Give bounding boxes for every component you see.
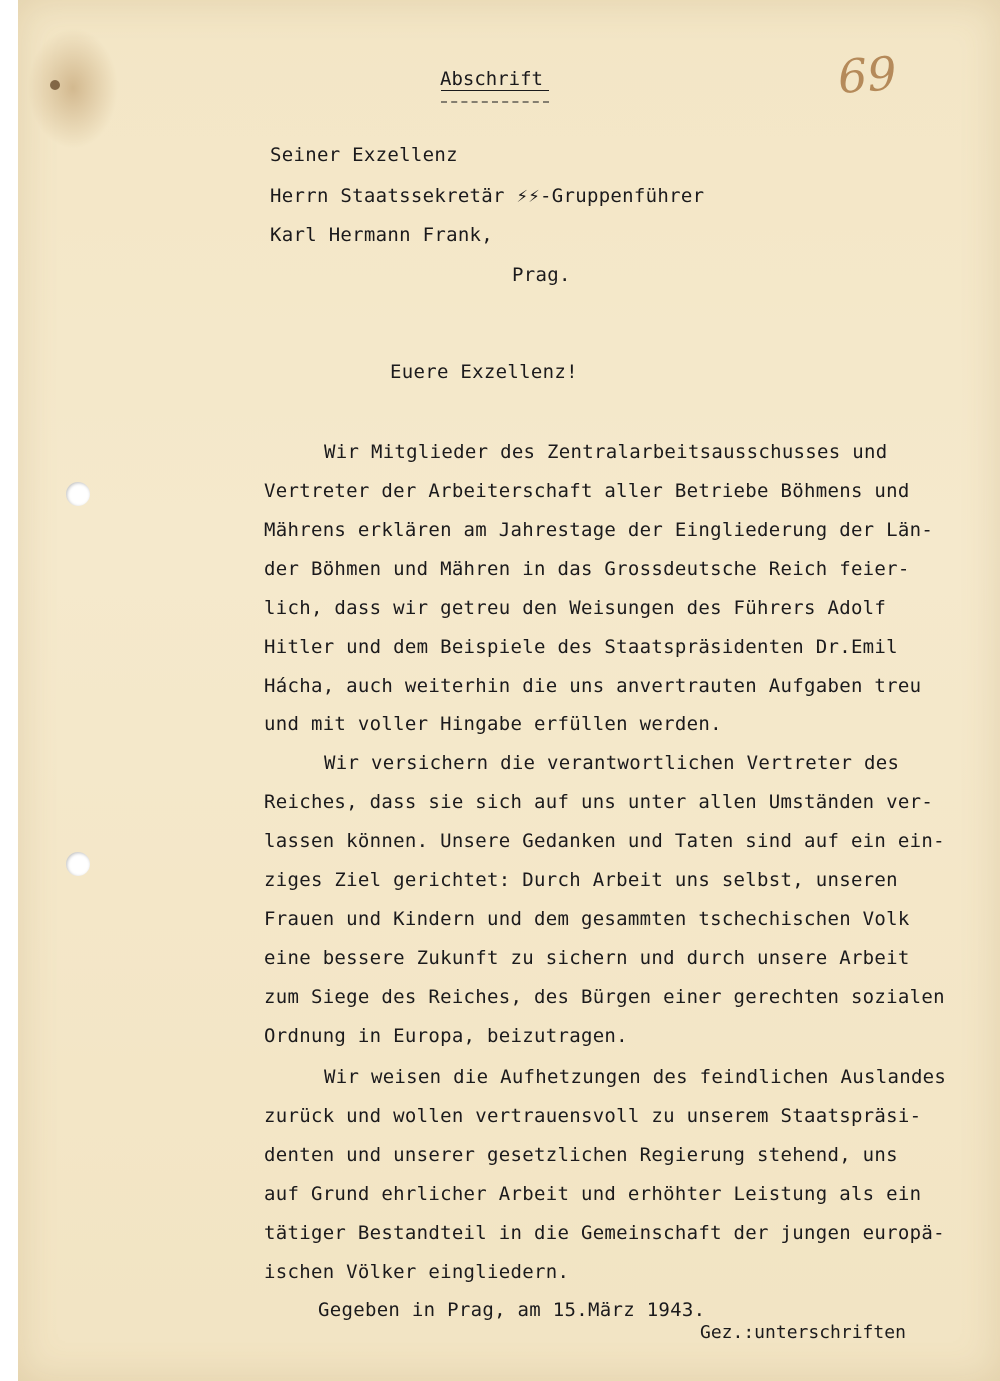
title-dashed-rule bbox=[441, 101, 549, 103]
salutation: Euere Exzellenz! bbox=[390, 361, 578, 383]
body-line: Wir Mitglieder des Zentralarbeitsausschusses und bbox=[324, 441, 888, 463]
body-line: und mit voller Hingabe erfüllen werden. bbox=[264, 713, 722, 735]
body-line: lassen können. Unsere Gedanken und Taten sind auf ein ein- bbox=[264, 830, 945, 852]
body-line: zum Siege des Reiches, des Bürgen einer gerechten sozialen bbox=[264, 986, 945, 1008]
body-line: ischen Völker eingliedern. bbox=[264, 1261, 570, 1283]
body-line: denten und unserer gesetzlichen Regierung stehend, uns bbox=[264, 1144, 898, 1166]
body-line: Hácha, auch weiterhin die uns anvertrauten Aufgaben treu bbox=[264, 675, 922, 697]
body-line: zurück und wollen vertrauensvoll zu unserem Staatspräsi- bbox=[264, 1105, 922, 1127]
handwritten-page-number: 69 bbox=[836, 46, 899, 104]
body-line: Wir weisen die Aufhetzungen des feindlichen Auslandes bbox=[324, 1066, 947, 1088]
rust-stain bbox=[28, 28, 118, 148]
punch-hole-lower bbox=[66, 852, 90, 876]
body-line: ziges Ziel gerichtet: Durch Arbeit uns selbst, unseren bbox=[264, 869, 898, 891]
addressee-line: Karl Hermann Frank, bbox=[270, 224, 494, 246]
body-line: lich, dass wir getreu den Weisungen des Führers Adolf bbox=[264, 597, 887, 619]
body-line: Vertreter der Arbeiterschaft aller Betriebe Böhmens und bbox=[264, 480, 910, 502]
addressee-city: Prag. bbox=[512, 264, 571, 286]
body-line: Wir versichern die verantwortlichen Vertreter des bbox=[324, 752, 900, 774]
body-line: der Böhmen und Mähren in das Grossdeutsche Reich feier- bbox=[264, 558, 910, 580]
document-title: Abschrift bbox=[440, 68, 543, 90]
closing-date-line: Gegeben in Prag, am 15.März 1943. bbox=[318, 1299, 706, 1321]
body-line: Reiches, dass sie sich auf uns unter allen Umständen ver- bbox=[264, 791, 934, 813]
addressee-line: Seiner Exzellenz bbox=[270, 144, 458, 166]
addressee-line: Herrn Staatssekretär ⚡⚡-Gruppenführer bbox=[270, 185, 705, 207]
title-underline bbox=[441, 90, 549, 91]
body-line: tätiger Bestandteil in die Gemeinschaft der jungen europä- bbox=[264, 1222, 945, 1244]
body-line: Ordnung in Europa, beizutragen. bbox=[264, 1025, 628, 1047]
body-line: Frauen und Kindern und dem gesammten tschechischen Volk bbox=[264, 908, 910, 930]
body-line: Hitler und dem Beispiele des Staatspräsidenten Dr.Emil bbox=[264, 636, 898, 658]
body-line: eine bessere Zukunft zu sichern und durch unsere Arbeit bbox=[264, 947, 910, 969]
body-line: auf Grund ehrlicher Arbeit und erhöhter Leistung als ein bbox=[264, 1183, 922, 1205]
staple-mark bbox=[50, 80, 60, 90]
signature-note: Gez.:unterschriften bbox=[700, 1322, 906, 1343]
punch-hole-upper bbox=[66, 482, 90, 506]
body-line: Mährens erklären am Jahrestage der Eingliederung der Län- bbox=[264, 519, 934, 541]
